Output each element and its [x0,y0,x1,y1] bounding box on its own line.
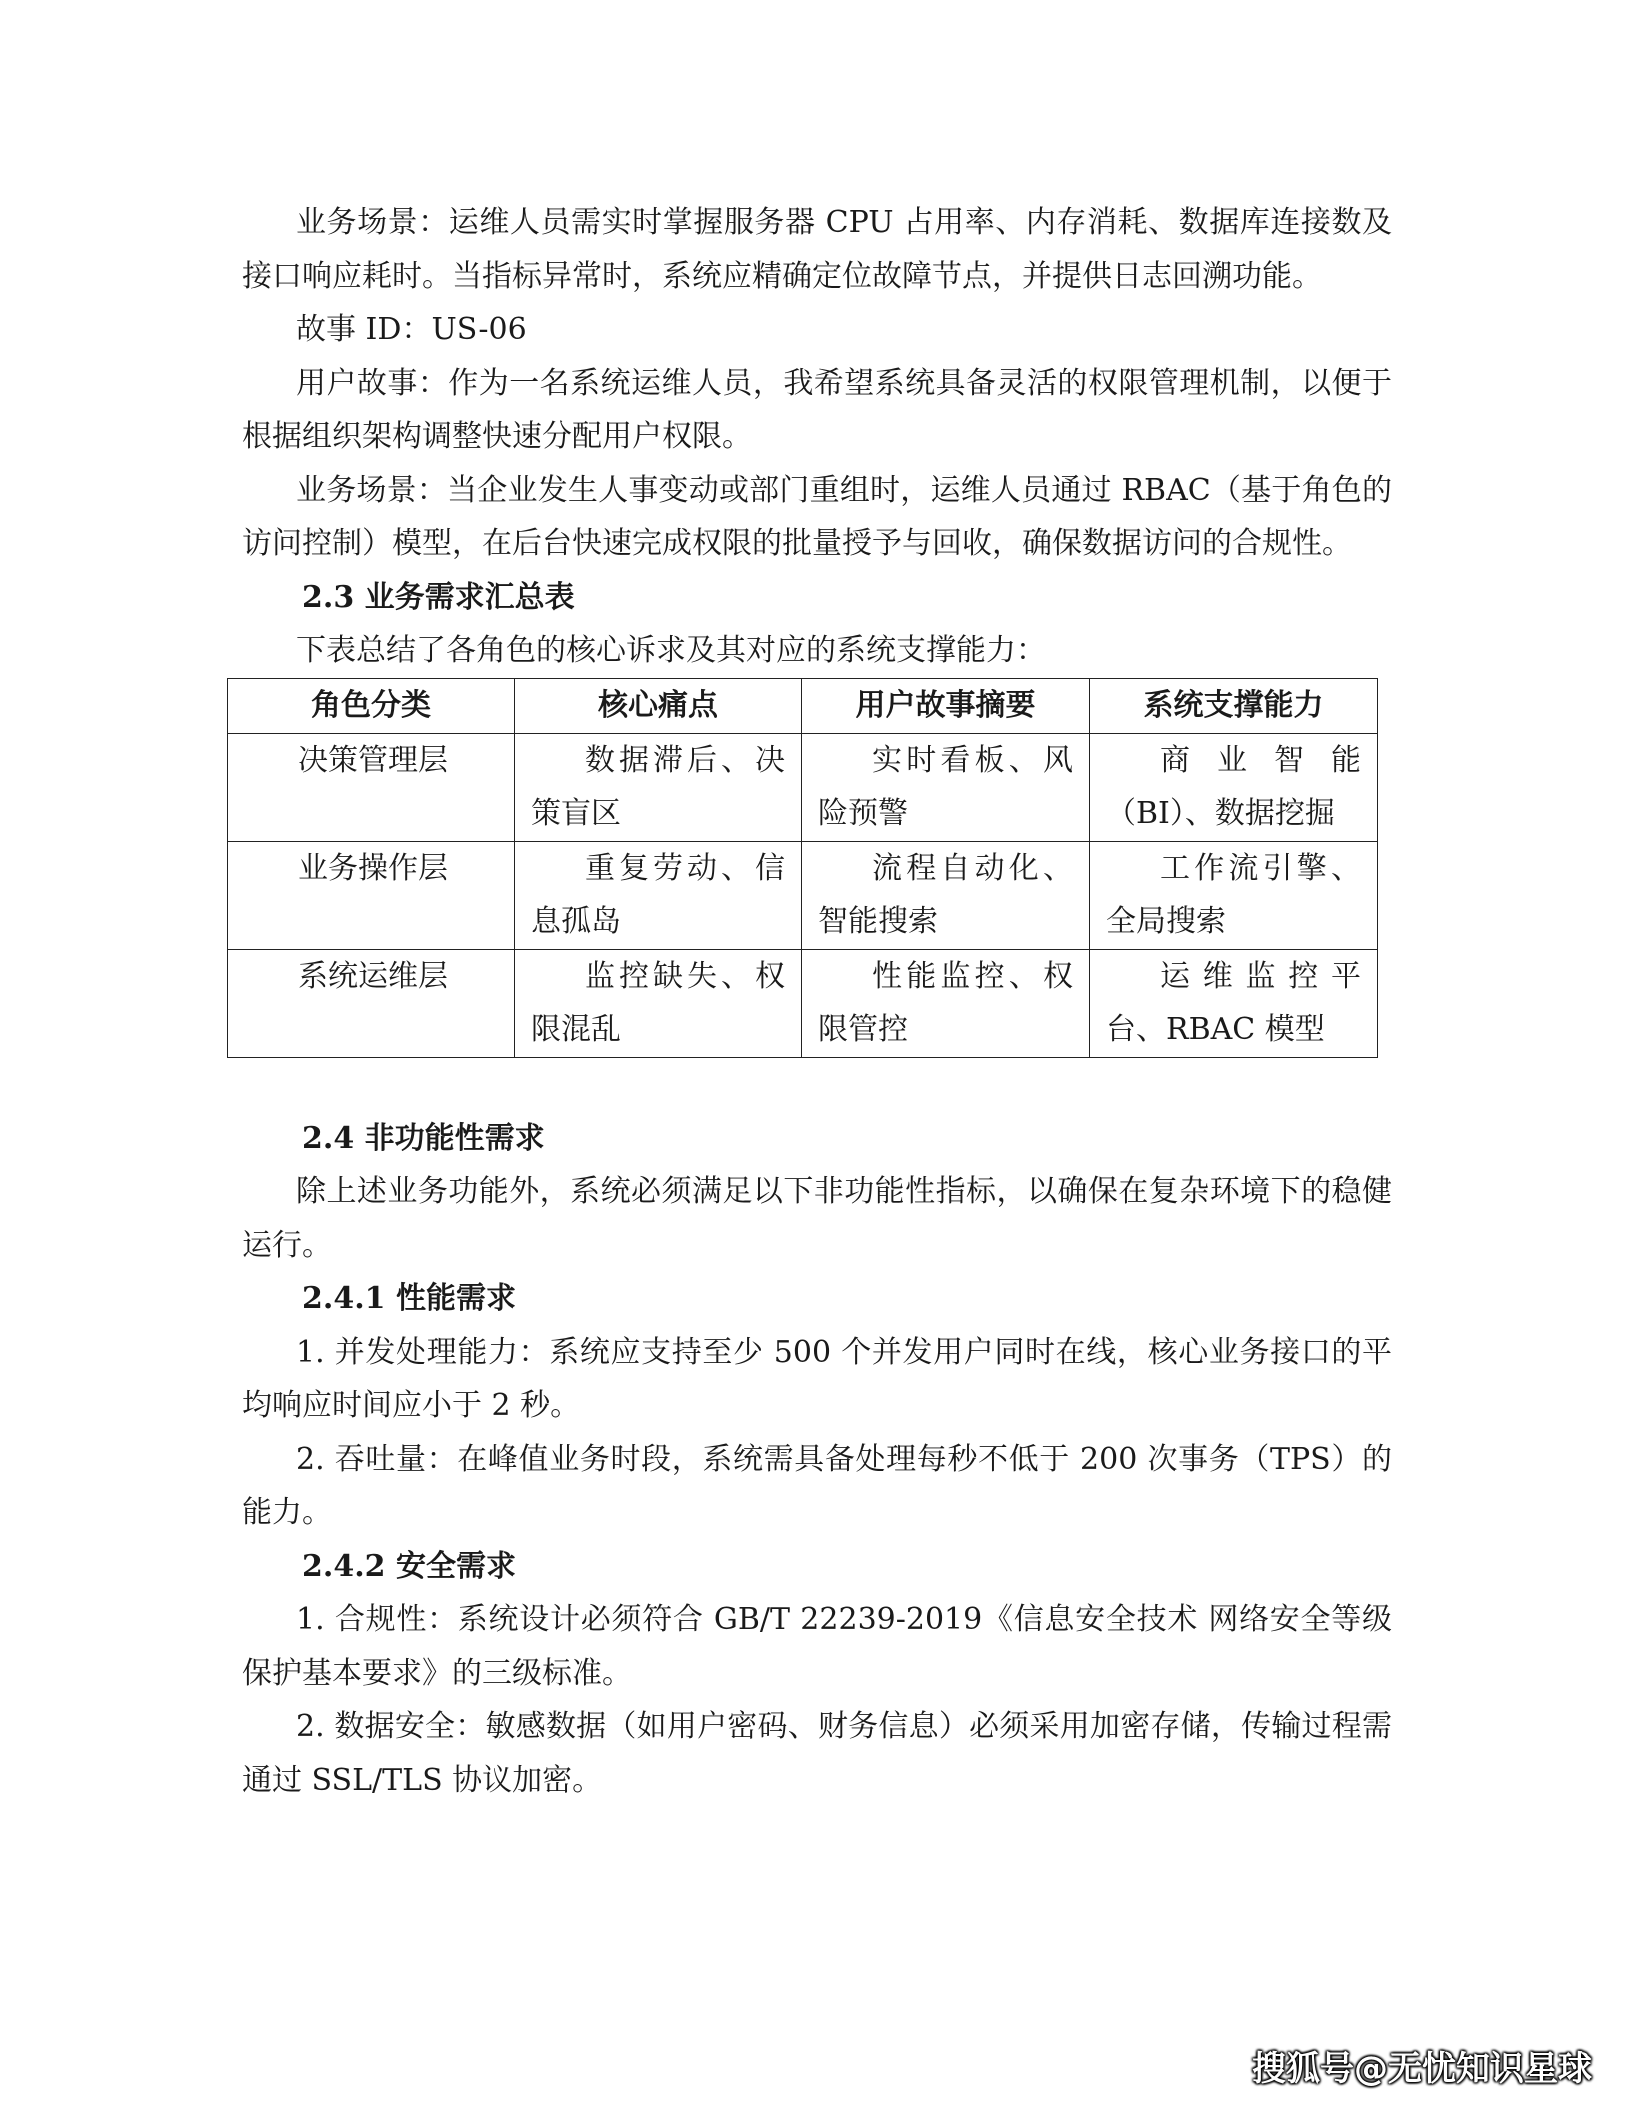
column-header: 用户故事摘要 [802,678,1090,733]
paragraph-business-scenario-rbac: 业务场景：当企业发生人事变动或部门重组时，运维人员通过 RBAC（基于角色的访问控制）模型，在后台快速完成权限的批量授予与回收，确保数据访问的合规性。 [242,472,1392,561]
list-item-throughput: 2. 吞吐量：在峰值业务时段，系统需具备处理每秒不低于 200 次事务（TPS）的能力。 [242,1441,1392,1530]
table-cell: 业务操作层 [228,841,515,949]
paragraph-business-scenario-monitoring: 业务场景：运维人员需实时掌握服务器 CPU 占用率、内存消耗、数据库连接数及接口响应耗时。当指标异常时，系统应精确定位故障节点，并提供日志回溯功能。 [242,205,1392,294]
paragraph-nonfunctional-intro: 除上述业务功能外，系统必须满足以下非功能性指标，以确保在复杂环境下的稳健运行。 [242,1174,1392,1263]
list-item-data-security: 2. 数据安全：敏感数据（如用户密码、财务信息）必须采用加密存储，传输过程需通过 SSL/TLS 协议加密。 [242,1709,1392,1798]
table-cell: 数据滞后、决策盲区 [515,733,802,841]
table-header-row [228,678,1378,733]
table-cell: 决策管理层 [228,733,515,841]
table-cell: 实时看板、风险预警 [802,733,1090,841]
table-cell: 工作流引擎、全局搜索 [1090,841,1378,949]
paragraph-user-story: 用户故事：作为一名系统运维人员，我希望系统具备灵活的权限管理机制，以便于根据组织架构调整快速分配用户权限。 [242,365,1392,454]
section-heading-2-4: 2.4 非功能性需求 [302,1120,545,1156]
table-row [228,841,1378,949]
table-row [228,949,1378,1057]
document-body [242,196,1392,1807]
spacer [242,1058,1392,1112]
paragraph-story-id: 故事 ID：US-06 [296,312,527,347]
source-watermark: 搜狐号@无忧知识星球 [1252,2049,1592,2089]
table-cell: 运维监控平台、RBAC 模型 [1090,949,1378,1057]
list-item-concurrency: 1. 并发处理能力：系统应支持至少 500 个并发用户同时在线，核心业务接口的平均响应时间应小于 2 秒。 [242,1334,1392,1423]
table-cell: 性能监控、权限管控 [802,949,1090,1057]
requirements-summary-table [227,678,1378,1058]
table-intro: 下表总结了各角色的核心诉求及其对应的系统支撑能力： [296,633,1046,668]
table-cell: 监控缺失、权限混乱 [515,949,802,1057]
column-header: 系统支撑能力 [1090,678,1378,733]
table-row [228,733,1378,841]
section-heading-2-4-2: 2.4.2 安全需求 [302,1548,516,1584]
table-cell: 流程自动化、智能搜索 [802,841,1090,949]
column-header: 角色分类 [228,678,515,733]
column-header: 核心痛点 [515,678,802,733]
section-heading-2-4-1: 2.4.1 性能需求 [302,1281,516,1316]
table-cell: 商业智能（BI）、数据挖掘 [1090,733,1378,841]
table-cell: 系统运维层 [228,949,515,1057]
table-cell: 重复劳动、信息孤岛 [515,841,802,949]
section-heading-2-3: 2.3 业务需求汇总表 [302,579,575,615]
list-item-compliance: 1. 合规性：系统设计必须符合 GB/T 22239-2019《信息安全技术 网络安全等级保护基本要求》的三级标准。 [242,1602,1392,1691]
